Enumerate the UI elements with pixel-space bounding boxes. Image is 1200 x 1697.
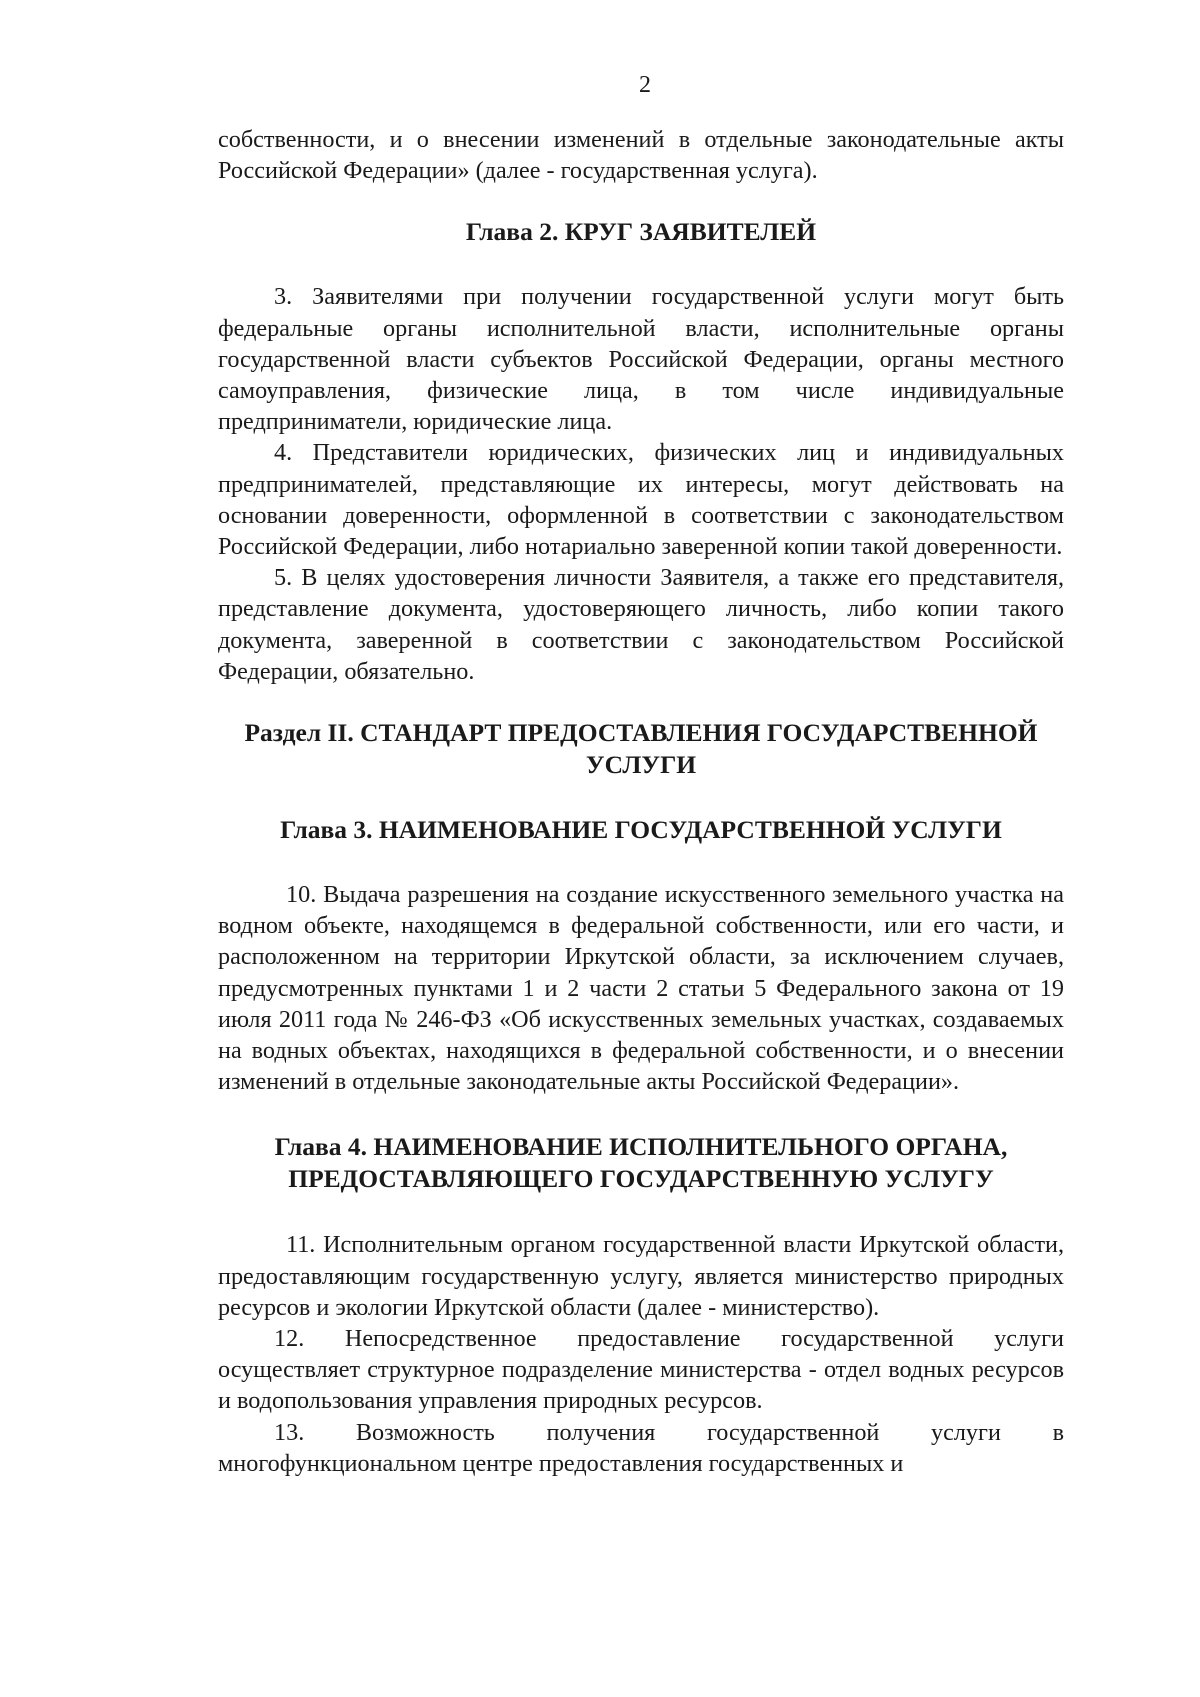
paragraph-3: 3. Заявителями при получении государственной услуги могут быть федеральные органы исполнительной власти, исполнительные органы государственной власти субъектов Российской Федерации, органы местного самоуправления, физические лица, в том числе индивидуальные предприниматели, юридические лица.	[218, 283, 1064, 436]
intro-paragraph: собственности, и о внесении изменений в отдельные законодательные акты Российской Федерации» (далее - государственная услуга).	[218, 126, 1064, 185]
page-number: 2	[639, 72, 651, 98]
chapter-3-heading: Глава 3. НАИМЕНОВАНИЕ ГОСУДАРСТВЕННОЙ УСЛУГИ	[280, 815, 1002, 845]
paragraph-11: 11. Исполнительным органом государственной власти Иркутской области, предоставляющим государственную услугу, является министерство природных ресурсов и экологии Иркутской области (далее - министерство).	[218, 1231, 1064, 1321]
paragraph-5: 5. В целях удостоверения личности Заявителя, а также его представителя, представление документа, удостоверяющего личность, либо копии такого документа, заверенной в соответствии с законодательством Российской Федерации, обязательно.	[218, 564, 1064, 685]
chapter-4-heading-line1: Глава 4. НАИМЕНОВАНИЕ ИСПОЛНИТЕЛЬНОГО ОРГАНА,	[274, 1132, 1008, 1162]
chapter-4-heading	[218, 1131, 1064, 1195]
paragraph-12: 12. Непосредственное предоставление государственной услуги осуществляет структурное подразделение министерства - отдел водных ресурсов и водопользования управления природных ресурсов.	[218, 1325, 1064, 1415]
section-2-heading-line2: УСЛУГИ	[585, 750, 697, 780]
section-2-heading-line1: Раздел II. СТАНДАРТ ПРЕДОСТАВЛЕНИЯ ГОСУДАРСТВЕННОЙ	[244, 718, 1038, 748]
paragraph-10: 10. Выдача разрешения на создание искусственного земельного участка на водном объекте, находящемся в федеральной собственности, или его части, и расположенном на территории Иркутской области, за исключением случаев, предусмотренных пунктами 1 и 2 части 2 статьи 5 Федерального закона от 19 июля 2011 года № 246-ФЗ «Об искусственных земельных участках, создаваемых на водных объектах, находящихся в федеральной собственности, и о внесении изменений в отдельные законодательные акты Российской Федерации».	[218, 881, 1064, 1096]
paragraph-13: 13. Возможность получения государственной услуги в многофункциональном центре предоставления государственных и	[218, 1418, 1064, 1477]
paragraph-4: 4. Представители юридических, физических лиц и индивидуальных предпринимателей, представляющие их интересы, могут действовать на основании доверенности, оформленной в соответствии с законодательством Российской Федерации, либо нотариально заверенной копии такой доверенности.	[218, 439, 1064, 561]
document-body	[218, 124, 1064, 1479]
chapter-2-heading: Глава 2. КРУГ ЗАЯВИТЕЛЕЙ	[465, 217, 817, 247]
section-2-heading	[218, 717, 1064, 781]
chapter-4-heading-line2: ПРЕДОСТАВЛЯЮЩЕГО ГОСУДАРСТВЕННУЮ УСЛУГУ	[288, 1164, 994, 1194]
